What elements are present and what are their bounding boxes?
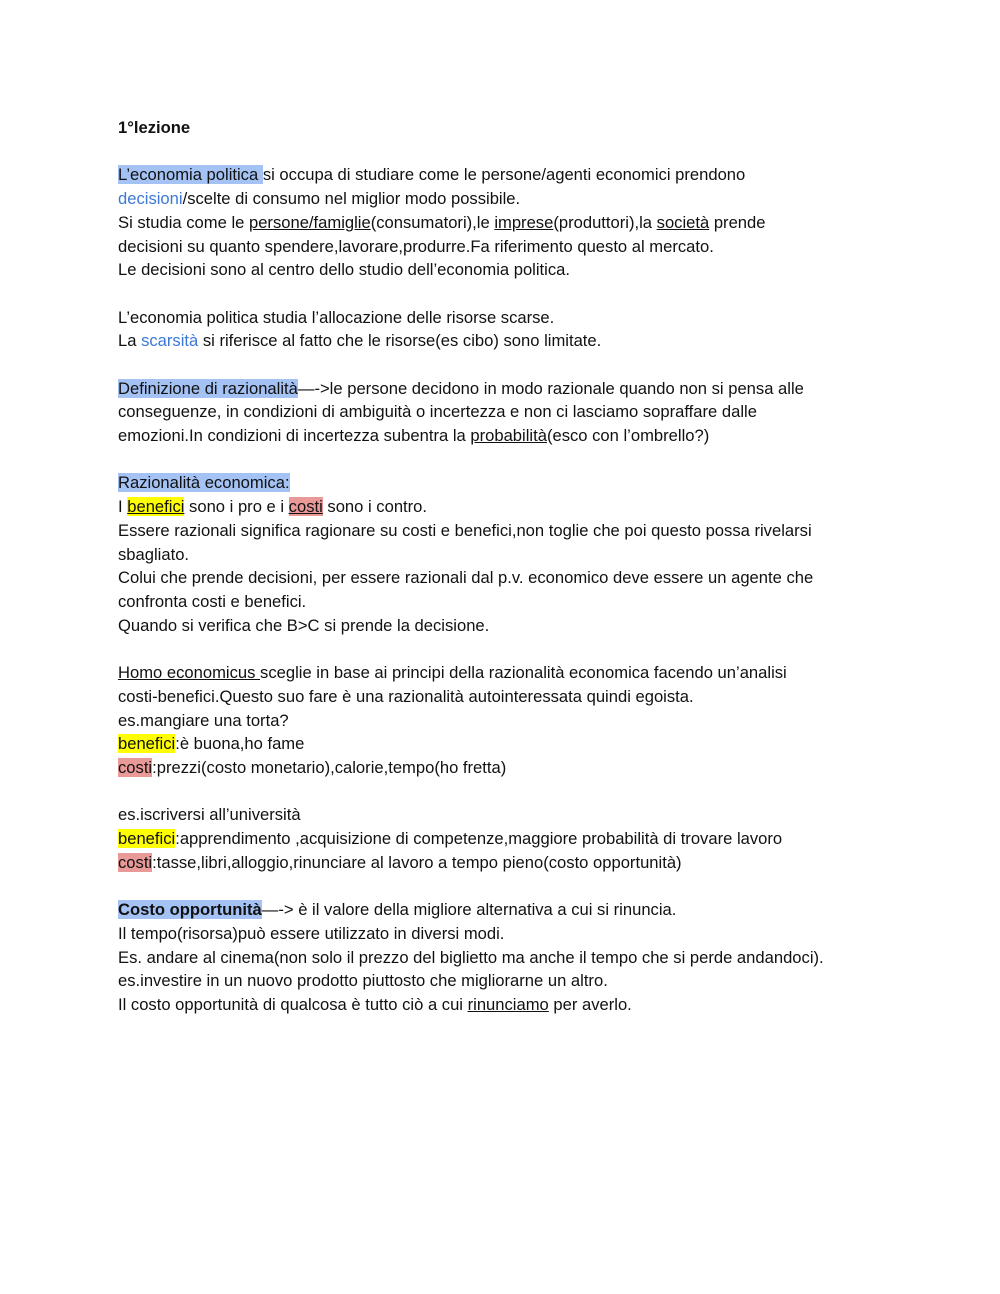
blank-line (118, 448, 898, 472)
paragraph-line (118, 163, 898, 187)
text: I (118, 497, 128, 517)
text: Si studia come le (118, 212, 249, 232)
paragraph-line: Il tempo(risorsa)può essere utilizzato in diversi modi. (118, 923, 505, 943)
text: sono i pro e i (184, 497, 289, 517)
blank-line (118, 874, 898, 898)
paragraph-line (118, 993, 898, 1017)
paragraph-line: decisioni su quanto spendere,lavorare,produrre.Fa riferimento questo al mercato. (118, 236, 714, 256)
text: (consumatori),le (370, 212, 495, 232)
paragraph-line: Colui che prende decisioni, per essere razionali dal p.v. economico deve essere un agente che (118, 568, 814, 588)
benefici-term: benefici (118, 734, 176, 754)
text: /scelte di consumo nel miglior modo possibile. (182, 189, 521, 209)
text: per averlo. (548, 994, 632, 1014)
text: si riferisce al fatto che le risorse(es cibo) sono limitate. (198, 331, 602, 351)
paragraph-line (118, 898, 898, 922)
paragraph-line: L’economia politica studia l’allocazione delle risorse scarse. (118, 307, 555, 327)
text: —-> è il valore della migliore alternativa a cui si rinuncia. (261, 900, 677, 920)
costi-term: costi (118, 852, 153, 872)
paragraph-line (118, 471, 898, 495)
colored-term: scarsità (141, 331, 199, 351)
blank-line (118, 637, 898, 661)
text: :prezzi(costo monetario),calorie,tempo(ho fretta) (152, 757, 507, 777)
paragraph-line: confronta costi e benefici. (118, 592, 307, 611)
paragraph-line (118, 424, 898, 448)
blank-line (118, 140, 898, 164)
text: Il costo opportunità di qualcosa è tutto ciò a cui (118, 994, 468, 1014)
paragraph-line: Le decisioni sono al centro dello studio dell’economia politica. (118, 260, 570, 280)
text: La (118, 331, 142, 351)
paragraph-line: Quando si verifica che B>C si prende la decisione. (118, 615, 490, 635)
paragraph-line: sbagliato. (118, 544, 190, 564)
text: (esco con l’ombrello?) (546, 426, 710, 446)
paragraph-line (118, 827, 898, 851)
blank-line (118, 353, 898, 377)
text: :apprendimento ,acquisizione di competenze,maggiore probabilità di trovare lavoro (175, 829, 783, 848)
blank-line (118, 282, 898, 306)
text: si occupa di studiare come le persone/agenti economici prendono (262, 165, 746, 185)
colored-term: decisioni (118, 189, 183, 209)
underlined-term: persone/famiglie (248, 212, 371, 232)
text: —->le persone decidono in modo razionale quando non si pensa alle (297, 378, 804, 398)
highlighted-term: L’economia politica (118, 165, 263, 185)
highlighted-term: Definizione di razionalità (118, 378, 298, 398)
underlined-term: società (656, 212, 710, 232)
paragraph-line (118, 851, 898, 875)
text: (produttori),la (553, 212, 657, 232)
paragraph-line (118, 187, 898, 211)
text: sceglie in base ai principi della razionalità economica facendo un’analisi (260, 663, 787, 683)
lesson-title: 1°lezione (118, 118, 191, 137)
benefici-term: benefici (118, 829, 176, 848)
highlighted-term: Razionalità economica: (118, 473, 290, 493)
text: sono i contro. (322, 497, 428, 517)
paragraph-line: es.investire in un nuovo prodotto piuttosto che migliorarne un altro. (118, 971, 608, 991)
paragraph-line: es.mangiare una torta? (118, 710, 289, 730)
paragraph-line: conseguenze, in condizioni di ambiguità o incertezza e non ci lasciamo sopraffare dalle (118, 402, 757, 422)
underlined-term: Homo economicus (118, 663, 261, 683)
paragraph-line (118, 756, 898, 780)
paragraph-line (118, 329, 898, 353)
benefici-term: benefici (127, 497, 185, 517)
underlined-term: probabilità (470, 426, 547, 446)
costi-term: costi (288, 497, 323, 517)
paragraph-line (118, 661, 898, 685)
text: prende (709, 212, 766, 232)
text: emozioni.In condizioni di incertezza subentra la (118, 426, 471, 446)
blank-line (118, 780, 898, 804)
underlined-term: rinunciamo (467, 994, 549, 1014)
document-body (118, 116, 898, 1017)
paragraph-line: es.iscriversi all’università (118, 805, 301, 825)
paragraph-line (118, 732, 898, 756)
paragraph-line: Essere razionali significa ragionare su costi e benefici,non toglie che poi questo possa rivelarsi (118, 520, 812, 540)
text: :è buona,ho fame (175, 734, 305, 754)
paragraph-line: costi-benefici.Questo suo fare è una razionalità autointeressata quindi egoista. (118, 686, 694, 706)
highlighted-term: Costo opportunità (118, 900, 262, 920)
text: :tasse,libri,alloggio,rinunciare al lavoro a tempo pieno(costo opportunità) (152, 852, 682, 872)
paragraph-line (118, 495, 898, 519)
costi-term: costi (118, 757, 153, 777)
paragraph-line (118, 377, 898, 401)
paragraph-line (118, 211, 898, 235)
underlined-term: imprese (494, 212, 554, 232)
paragraph-line: Es. andare al cinema(non solo il prezzo del biglietto ma anche il tempo che si perde andandoci). (118, 947, 824, 967)
